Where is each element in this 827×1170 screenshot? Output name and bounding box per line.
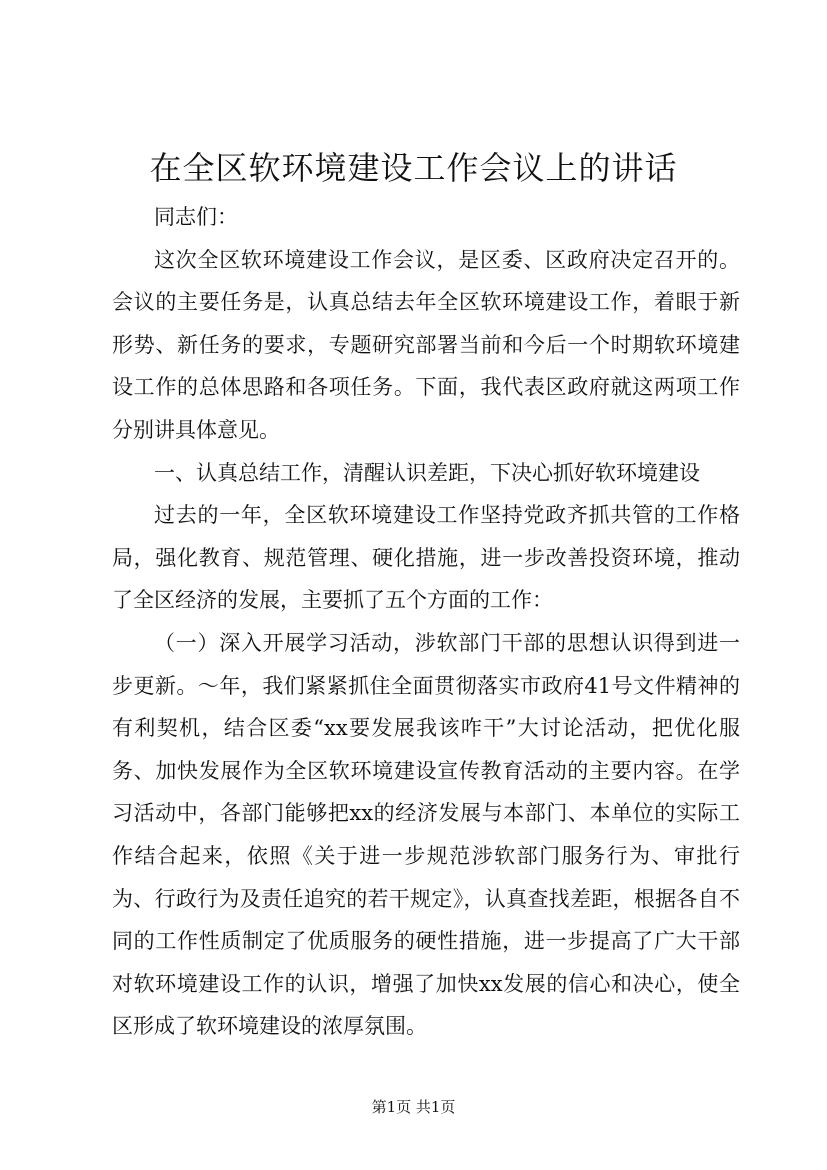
- intro-paragraph: 这次全区软环境建设工作会议，是区委、区政府决定召开的。会议的主要任务是，认真总结去年全区软环境建设工作，着眼于新形势、新任务的要求，专题研究部署当前和今后一个时期软环境建设工作的总体思路和各项任务。下面，我代表区政府就这两项工作分别讲具体意见。: [112, 247, 740, 442]
- section-heading-1: 一、认真总结工作，清醒认识差距，下决心抓好软环境建设: [154, 460, 700, 485]
- salutation: 同志们：: [154, 205, 238, 229]
- summary-paragraph: 过去的一年，全区软环境建设工作坚持党政齐抓共管的工作格局，强化教育、规范管理、硬化措施，进一步改善投资环境，推动了全区经济的发展，主要抓了五个方面的工作：: [112, 503, 740, 613]
- document-body: [112, 196, 740, 1048]
- item-1-paragraph: （一）深入开展学习活动，涉软部门干部的思想认识得到进一步更新。～年，我们紧紧抓住全面贯彻落实市政府41号文件精神的有利契机，结合区委“xx要发展我该咋干”大讨论活动，把优化服务、加快发展作为全区软环境建设宣传教育活动的主要内容。在学习活动中，各部门能够把xx的经济发展与本部门、本单位的实际工作结合起来，依照《关于进一步规范涉软部门服务行为、审批行为、行政行为及责任追究的若干规定》，认真查找差距，根据各自不同的工作性质制定了优质服务的硬性措施，进一步提高了广大干部对软环境建设工作的认识，增强了加快xx发展的信心和决心，使全区形成了软环境建设的浓厚氛围。: [112, 630, 740, 1039]
- page-footer: 第1页 共1页: [371, 1098, 456, 1116]
- document-title: 在全区软环境建设工作会议上的讲话: [149, 149, 678, 187]
